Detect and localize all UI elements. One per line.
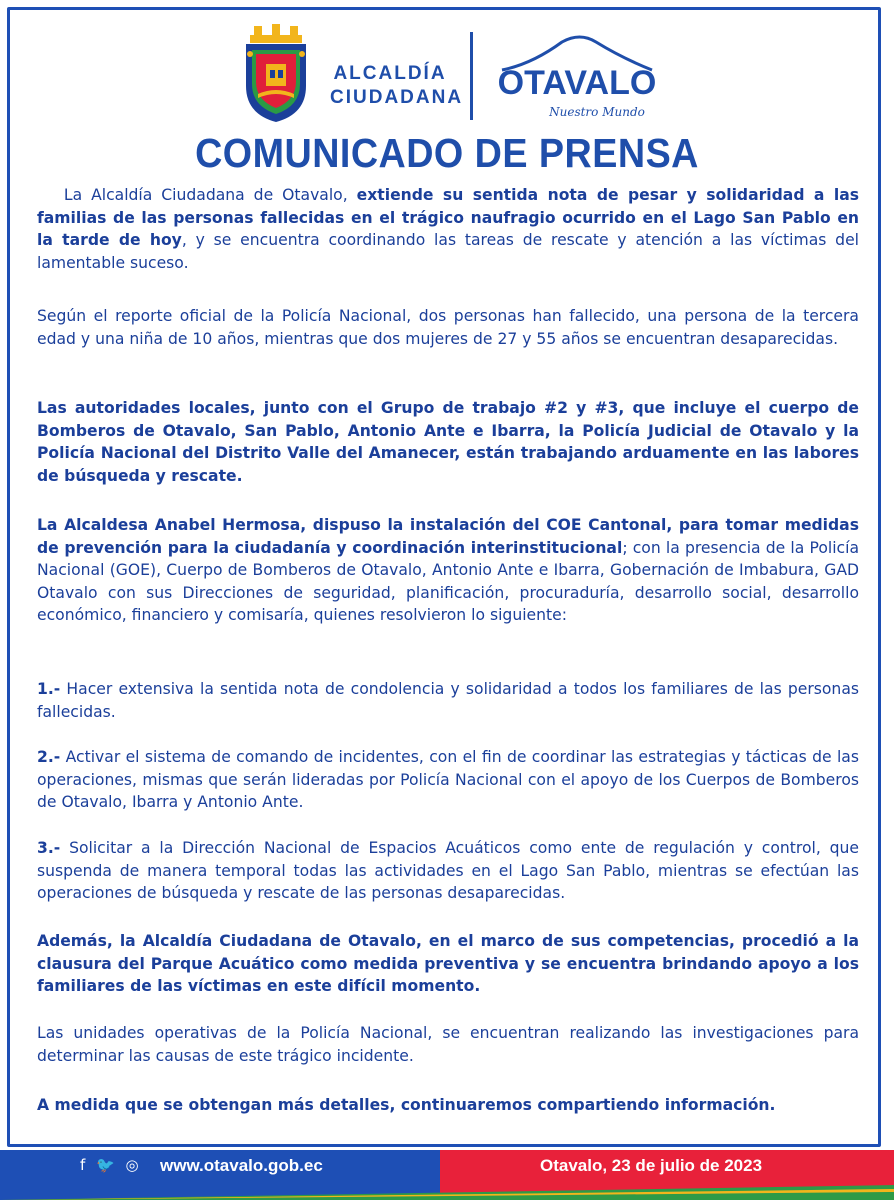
- intro-end: , y se encuentra coordinando las tareas de rescate y atención a las víctimas del lamentable suceso.: [37, 231, 860, 272]
- alcaldia-brand: [330, 62, 464, 110]
- resolution-item-1: [37, 678, 859, 723]
- header: [0, 20, 894, 130]
- item-2-number: 2.-: [37, 748, 61, 766]
- website-link[interactable]: www.otavalo.gob.ec: [160, 1156, 323, 1175]
- instagram-icon[interactable]: ◎: [125, 1156, 142, 1174]
- item-3-text: Solicitar a la Dirección Nacional de Espacios Acuáticos como ente de regulación y control, que suspenda de manera temporal todas las actividades en el Lago San Pablo, mientras se efectúan las operaciones de búsqueda y rescate de las personas desaparecidas.: [37, 839, 859, 902]
- resolution-item-2: [37, 746, 859, 814]
- intro-plain: La Alcaldía Ciudadana de Otavalo,: [63, 186, 357, 204]
- footer-stripes: [0, 1185, 894, 1200]
- item-3-number: 3.-: [37, 839, 61, 857]
- item-2-text: Activar el sistema de comando de incidentes, con el fin de coordinar las estrategias y tácticas de las operaciones, mismas que serán lideradas por Policía Nacional con el apoyo de los Cuerpos de Bomberos de Otavalo, Ibarra y Antonio Ante.: [37, 748, 859, 811]
- otavalo-logo-text: OTAVALO: [497, 64, 657, 102]
- paragraph-coe: [37, 514, 859, 627]
- twitter-icon[interactable]: 🐦: [96, 1156, 118, 1174]
- otavalo-logo-tagline: Nuestro Mundo: [549, 105, 645, 119]
- footer: [0, 1150, 894, 1200]
- paragraph-closure: Además, la Alcaldía Ciudadana de Otavalo, en el marco de sus competencias, procedió a la clausura del Parque Acuático como medida preventiva y se encuentra brindando apoyo a los familiares de las víctimas en este difícil momento.: [37, 932, 859, 995]
- header-divider: [470, 32, 473, 120]
- paragraph-intro: [37, 184, 859, 274]
- item-1-text: Hacer extensiva la sentida nota de condolencia y solidaridad a todos los familiares de las personas fallecidas.: [37, 680, 859, 721]
- paragraph-authorities: Las autoridades locales, junto con el Grupo de trabajo #2 y #3, que incluye el cuerpo de Bomberos de Otavalo, San Pablo, Antonio Ante e Ibarra, la Policía Judicial de Otavalo y la Policía Nacional del Distrito Valle del Amanecer, están trabajando arduamente en las labores de búsqueda y rescate.: [37, 399, 859, 485]
- footer-date: Otavalo, 23 de julio de 2023: [540, 1156, 763, 1175]
- social-icons: [80, 1156, 142, 1174]
- facebook-icon[interactable]: f: [80, 1156, 89, 1174]
- otavalo-logo: [492, 28, 662, 128]
- resolution-item-3: [37, 837, 859, 905]
- paragraph-investigation: Las unidades operativas de la Policía Nacional, se encuentran realizando las investigaciones para determinar las causas de este trágico incidente.: [37, 1024, 859, 1065]
- brand-line-1: ALCALDÍA: [333, 63, 447, 84]
- intro-bold: extiende su sentida nota de pesar y solidaridad a las familias de las personas fallecidas en el trágico naufragio ocurrido en el Lago San Pablo en la tarde de hoy: [37, 186, 860, 249]
- item-1-number: 1.-: [37, 680, 61, 698]
- coe-plain: ; con la presencia de la Policía Nacional (GOE), Cuerpo de Bomberos de Otavalo, Antonio Ante e Ibarra, Gobernación de Imbabura, GAD Otavalo con sus Direcciones de seguridad, planificación, procuraduría, desarrollo social, desarrollo económico, financiero y comisaría, quienes resolvieron lo siguiente:: [37, 538, 860, 624]
- coe-bold: La Alcaldesa Anabel Hermosa, dispuso la instalación del COE Cantonal, para tomar medidas de prevención para la ciudadanía y coordinación interinstitucional: [37, 516, 859, 557]
- coat-of-arms-logo: [240, 24, 312, 124]
- paragraph-updates: A medida que se obtengan más detalles, continuaremos compartiendo información.: [37, 1096, 776, 1114]
- brand-line-2: CIUDADANA: [330, 87, 464, 108]
- paragraph-police-report: Según el reporte oficial de la Policía Nacional, dos personas han fallecido, una persona de la tercera edad y una niña de 10 años, mientras que dos mujeres de 27 y 55 años se encuentran desaparecidas.: [37, 307, 859, 348]
- page-title: COMUNICADO DE PRENSA: [195, 130, 699, 176]
